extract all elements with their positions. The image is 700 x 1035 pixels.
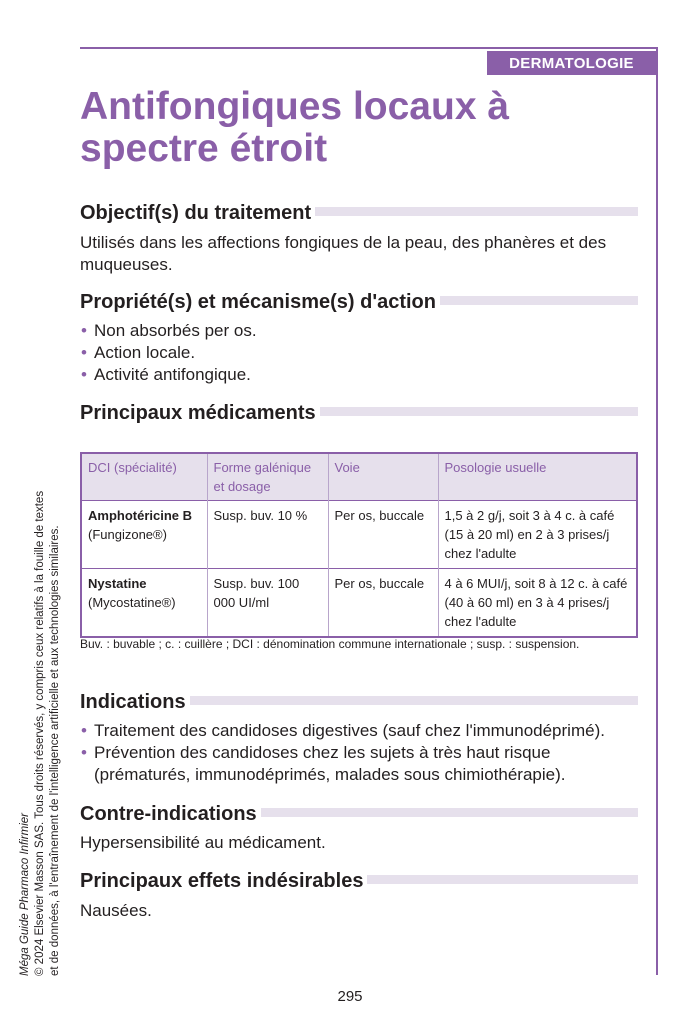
- section-heading-indications: [80, 691, 638, 713]
- right-rule: [656, 47, 658, 975]
- column-header-form: Forme galénique et dosage: [207, 453, 328, 501]
- list-item: [80, 742, 642, 786]
- copyright-line: et de données, à l'entraînement de l'intelligence artificielle et aux technologies similaires.: [49, 525, 61, 976]
- bullet-icon: •: [81, 321, 87, 340]
- heading-text: Principaux effets indésirables: [80, 870, 367, 892]
- section-heading-side-effects: [80, 870, 638, 892]
- indications-list: [80, 720, 642, 786]
- heading-text: Propriété(s) et mécanisme(s) d'action: [80, 291, 440, 313]
- category-tag: DERMATOLOGIE: [487, 51, 656, 75]
- book-title: Méga Guide Pharmaco Infirmier: [19, 813, 31, 976]
- heading-text: Objectif(s) du traitement: [80, 202, 315, 224]
- dci-name: Nystatine: [88, 576, 147, 591]
- objectives-text: Utilisés dans les affections fongiques de la peau, des phanères et des muqueuses.: [80, 233, 607, 274]
- table-footnote: Buv. : buvable ; c. : cuillère ; DCI : dénomination commune internationale ; susp. : suspension.: [80, 637, 580, 651]
- contraindications-text: Hypersensibilité au médicament.: [80, 833, 326, 852]
- cell-dci: [81, 569, 207, 638]
- section-heading-objectives: [80, 202, 638, 224]
- side-credit: [18, 436, 63, 976]
- list-item: [80, 320, 642, 342]
- brand-name: (Mycostatine®): [88, 595, 176, 610]
- top-rule: [80, 47, 656, 49]
- list-item-text: Action locale.: [94, 343, 196, 362]
- heading-text: Contre-indications: [80, 803, 261, 825]
- cell-dci: [81, 501, 207, 569]
- list-item: [80, 720, 642, 742]
- copyright-line: © 2024 Elsevier Masson SAS. Tous droits réservés, y compris ceux relatifs à la fouille de textes: [34, 490, 46, 976]
- cell-dosage: 4 à 6 MUI/j, soit 8 à 12 c. à café (40 à 60 ml) en 3 à 4 prises/j chez l'adulte: [438, 569, 637, 638]
- page-number: 295: [337, 988, 363, 1005]
- bullet-icon: •: [81, 365, 87, 384]
- cell-form: Susp. buv. 100 000 UI/ml: [207, 569, 328, 638]
- section-heading-contraindications: [80, 803, 638, 825]
- bullet-icon: •: [81, 343, 87, 362]
- list-item: [80, 364, 642, 386]
- heading-text: Indications: [80, 691, 190, 713]
- list-item-text: Traitement des candidoses digestives (sauf chez l'immunodéprimé).: [94, 721, 605, 740]
- bullet-icon: •: [81, 721, 87, 740]
- heading-text: Principaux médicaments: [80, 402, 320, 424]
- properties-list: [80, 320, 642, 386]
- page-title: Antifongiques locaux à spectre étroit: [80, 85, 510, 170]
- cell-route: Per os, buccale: [328, 501, 438, 569]
- column-header-dosage: Posologie usuelle: [438, 453, 637, 501]
- drugs-table: [80, 452, 638, 638]
- table-row: [81, 501, 637, 569]
- section-heading-drugs: [80, 402, 638, 424]
- table-header-row: [81, 453, 637, 501]
- column-header-dci: DCI (spécialité): [81, 453, 207, 501]
- brand-name: (Fungizone®): [88, 527, 167, 542]
- table-row: [81, 569, 637, 638]
- bullet-icon: •: [81, 743, 87, 762]
- section-heading-properties: [80, 291, 638, 313]
- dci-name: Amphotéricine B: [88, 508, 193, 523]
- side-effects-text: Nausées.: [80, 901, 152, 920]
- list-item-text: Non absorbés per os.: [94, 321, 257, 340]
- cell-route: Per os, buccale: [328, 569, 438, 638]
- list-item-text: Prévention des candidoses chez les sujets à très haut risque (prématurés, immunodéprimés, malades sous chimiothérapie).: [94, 743, 566, 784]
- cell-dosage: 1,5 à 2 g/j, soit 3 à 4 c. à café (15 à 20 ml) en 2 à 3 prises/j chez l'adulte: [438, 501, 637, 569]
- column-header-route: Voie: [328, 453, 438, 501]
- list-item: [80, 342, 642, 364]
- list-item-text: Activité antifongique.: [94, 365, 251, 384]
- cell-form: Susp. buv. 10 %: [207, 501, 328, 569]
